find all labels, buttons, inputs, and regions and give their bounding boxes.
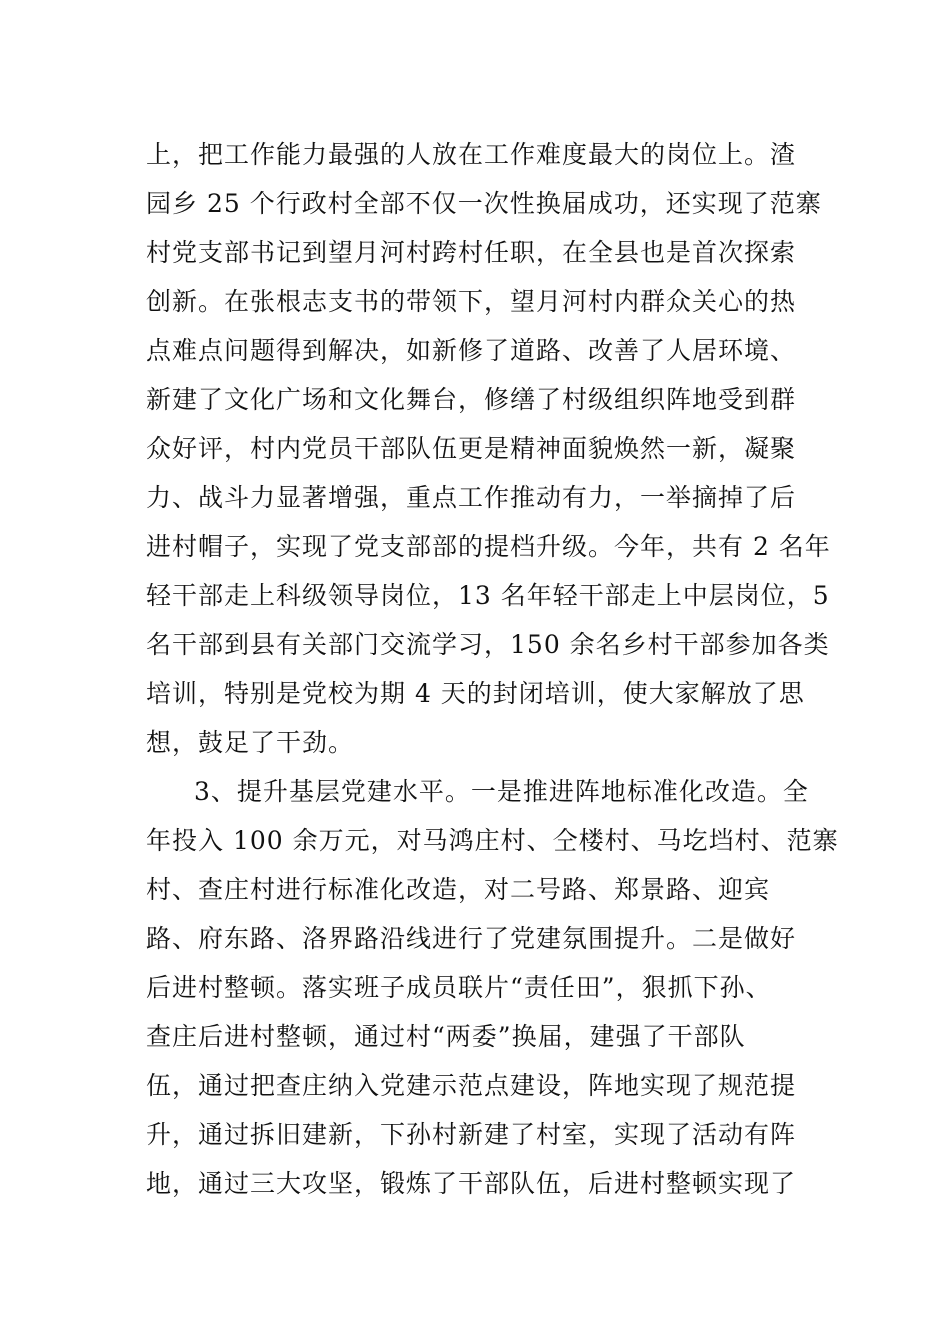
- paragraph-start-line: 3、提升基层党建水平。一是推进阵地标准化改造。全: [194, 777, 809, 806]
- text-line: 力、战斗力显著增强，重点工作推动有力，一举摘掉了后: [146, 483, 797, 512]
- text-line: 园乡 25 个行政村全部不仅一次性换届成功，还实现了范寨: [146, 189, 822, 218]
- body-text: [146, 130, 839, 1208]
- text-line: 地，通过三大攻坚，锻炼了干部队伍，后进村整顿实现了: [146, 1169, 797, 1198]
- text-line: 轻干部走上科级领导岗位，13 名年轻干部走上中层岗位，5: [146, 581, 830, 610]
- text-line: 想，鼓足了干劲。: [146, 728, 355, 757]
- text-line: 新建了文化广场和文化舞台，修缮了村级组织阵地受到群: [146, 385, 797, 414]
- text-line: 后进村整顿。落实班子成员联片“责任田”，狠抓下孙、: [146, 973, 772, 1002]
- text-line: 进村帽子，实现了党支部部的提档升级。今年，共有 2 名年: [146, 532, 831, 561]
- text-line: 查庄后进村整顿，通过村“两委”换届，建强了干部队: [146, 1022, 746, 1051]
- text-line: 上，把工作能力最强的人放在工作难度最大的岗位上。渣: [146, 140, 797, 169]
- text-line: 众好评，村内党员干部队伍更是精神面貌焕然一新，凝聚: [146, 434, 797, 463]
- text-line: 创新。在张根志支书的带领下，望月河村内群众关心的热: [146, 287, 797, 316]
- text-line: 村党支部书记到望月河村跨村任职，在全县也是首次探索: [146, 238, 797, 267]
- text-line: 培训，特别是党校为期 4 天的封闭培训，使大家解放了思: [146, 679, 805, 708]
- text-line: 村、查庄村进行标准化改造，对二号路、郑景路、迎宾: [146, 875, 771, 904]
- text-line: 点难点问题得到解决，如新修了道路、改善了人居环境、: [146, 336, 797, 365]
- text-line: 升，通过拆旧建新，下孙村新建了村室，实现了活动有阵: [146, 1120, 797, 1149]
- text-line: 伍，通过把查庄纳入党建示范点建设，阵地实现了规范提: [146, 1071, 797, 1100]
- text-line: 名干部到县有关部门交流学习，150 余名乡村干部参加各类: [146, 630, 830, 659]
- text-line: 路、府东路、洛界路沿线进行了党建氛围提升。二是做好: [146, 924, 797, 953]
- text-line: 年投入 100 余万元，对马鸿庄村、仝楼村、马圪垱村、范寨: [146, 826, 839, 855]
